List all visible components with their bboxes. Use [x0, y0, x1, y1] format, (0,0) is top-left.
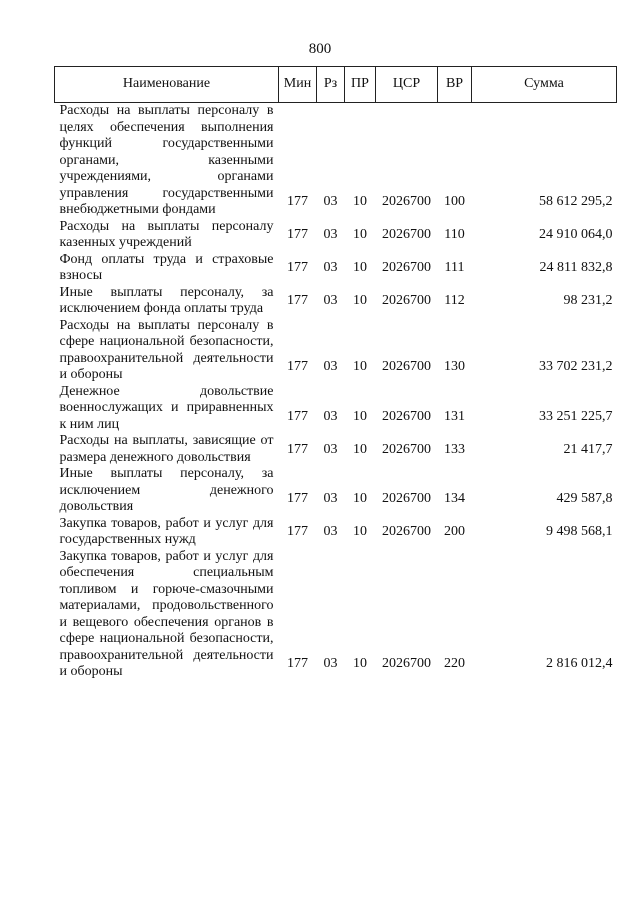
row-pr: 10: [353, 524, 367, 539]
row-csr: 2026700: [382, 227, 431, 242]
table-body: [55, 103, 617, 681]
row-name: Фонд оплаты труда и страховые взносы: [59, 251, 274, 283]
header-min: Мин: [279, 67, 317, 103]
page-number: 800: [308, 41, 332, 57]
row-pr: 10: [353, 441, 367, 457]
row-pr: 10: [353, 260, 367, 275]
table-row: [55, 384, 617, 434]
row-vr: 200: [444, 524, 465, 539]
row-csr: 2026700: [382, 441, 431, 457]
row-sum: 33 251 225,7: [539, 408, 613, 424]
row-name: Закупка товаров, работ и услуг для государственных нужд: [59, 515, 274, 547]
row-rz: 03: [323, 491, 338, 506]
row-name: Иные выплаты персоналу, за исключением денежного довольствия: [59, 466, 274, 514]
row-min: 177: [287, 656, 308, 671]
row-vr: 133: [444, 441, 465, 457]
table-row: [55, 549, 617, 681]
header-sum: Сумма: [472, 67, 617, 103]
row-rz: 03: [323, 408, 338, 424]
row-sum: 429 587,8: [556, 491, 613, 506]
row-pr: 10: [353, 359, 367, 374]
row-rz: 03: [323, 441, 338, 457]
row-pr: 10: [353, 491, 367, 506]
row-rz: 03: [323, 656, 338, 671]
header-vr: ВР: [438, 67, 472, 103]
row-sum: 21 417,7: [563, 441, 613, 457]
row-vr: 112: [444, 293, 465, 308]
row-name: Иные выплаты персоналу, за исключением фонда оплаты труда: [59, 284, 274, 316]
row-csr: 2026700: [382, 524, 431, 539]
table-row: [55, 219, 617, 252]
table-row: [55, 318, 617, 384]
row-sum: 2 816 012,4: [546, 656, 613, 671]
row-sum: 24 910 064,0: [539, 227, 613, 242]
row-pr: 10: [353, 227, 367, 242]
row-pr: 10: [353, 656, 367, 671]
row-pr: 10: [353, 293, 367, 308]
row-sum: 9 498 568,1: [546, 524, 613, 539]
row-min: 177: [287, 441, 308, 457]
row-csr: 2026700: [382, 359, 431, 374]
row-pr: 10: [353, 408, 367, 424]
row-min: 177: [287, 227, 308, 242]
row-min: 177: [287, 293, 308, 308]
row-rz: 03: [323, 227, 338, 242]
row-name: Расходы на выплаты, зависящие от размера денежного довольствия: [59, 433, 274, 465]
budget-table: [54, 66, 617, 681]
row-vr: 134: [444, 491, 465, 506]
row-min: 177: [287, 491, 308, 506]
row-sum: 58 612 295,2: [539, 194, 613, 209]
row-min: 177: [287, 260, 308, 275]
row-vr: 100: [444, 194, 465, 209]
table-row: [55, 433, 617, 466]
header-csr: ЦСР: [376, 67, 438, 103]
row-sum: 98 231,2: [563, 293, 613, 308]
row-csr: 2026700: [382, 408, 431, 424]
row-csr: 2026700: [382, 194, 431, 209]
row-rz: 03: [323, 194, 338, 209]
row-name: Расходы на выплаты персоналу в сфере национальной безопасности, правоохранительной деятельности и обороны: [59, 317, 274, 382]
row-name: Закупка товаров, работ и услуг для обеспечения специальным топливом и горюче-смазочными материалами, продовольственного и вещевого обеспечения органов в сфере национальной безопасности, правоохранительной деятельности и обороны: [59, 548, 274, 679]
row-name: Расходы на выплаты персоналу в целях обеспечения выполнения функций государственными органами, казенными учреждениями, органами управления государственными внебюджетными фондами: [59, 103, 274, 217]
table-row: [55, 103, 617, 219]
table-header: [55, 67, 617, 103]
row-vr: 110: [444, 227, 465, 242]
row-rz: 03: [323, 293, 338, 308]
row-vr: 111: [444, 260, 465, 275]
row-vr: 130: [444, 359, 465, 374]
row-min: 177: [287, 194, 308, 209]
row-min: 177: [287, 524, 308, 539]
row-pr: 10: [353, 194, 367, 209]
table-row: [55, 466, 617, 516]
row-vr: 220: [444, 656, 465, 671]
header-name: Наименование: [55, 67, 279, 103]
row-csr: 2026700: [382, 491, 431, 506]
row-name: Денежное довольствие военнослужащих и приравненных к ним лиц: [59, 383, 274, 432]
row-vr: 131: [444, 408, 465, 424]
row-min: 177: [287, 359, 308, 374]
table-row: [55, 285, 617, 318]
row-rz: 03: [323, 359, 338, 374]
row-sum: 24 811 832,8: [539, 260, 613, 275]
header-pr: ПР: [345, 67, 376, 103]
row-min: 177: [287, 408, 308, 424]
header-rz: Рз: [317, 67, 345, 103]
table-row: [55, 516, 617, 549]
table-row: [55, 252, 617, 285]
row-rz: 03: [323, 524, 338, 539]
row-sum: 33 702 231,2: [539, 359, 613, 374]
row-name: Расходы на выплаты персоналу казенных учреждений: [59, 218, 274, 250]
row-csr: 2026700: [382, 656, 431, 671]
row-csr: 2026700: [382, 260, 431, 275]
row-csr: 2026700: [382, 293, 431, 308]
row-rz: 03: [323, 260, 338, 275]
